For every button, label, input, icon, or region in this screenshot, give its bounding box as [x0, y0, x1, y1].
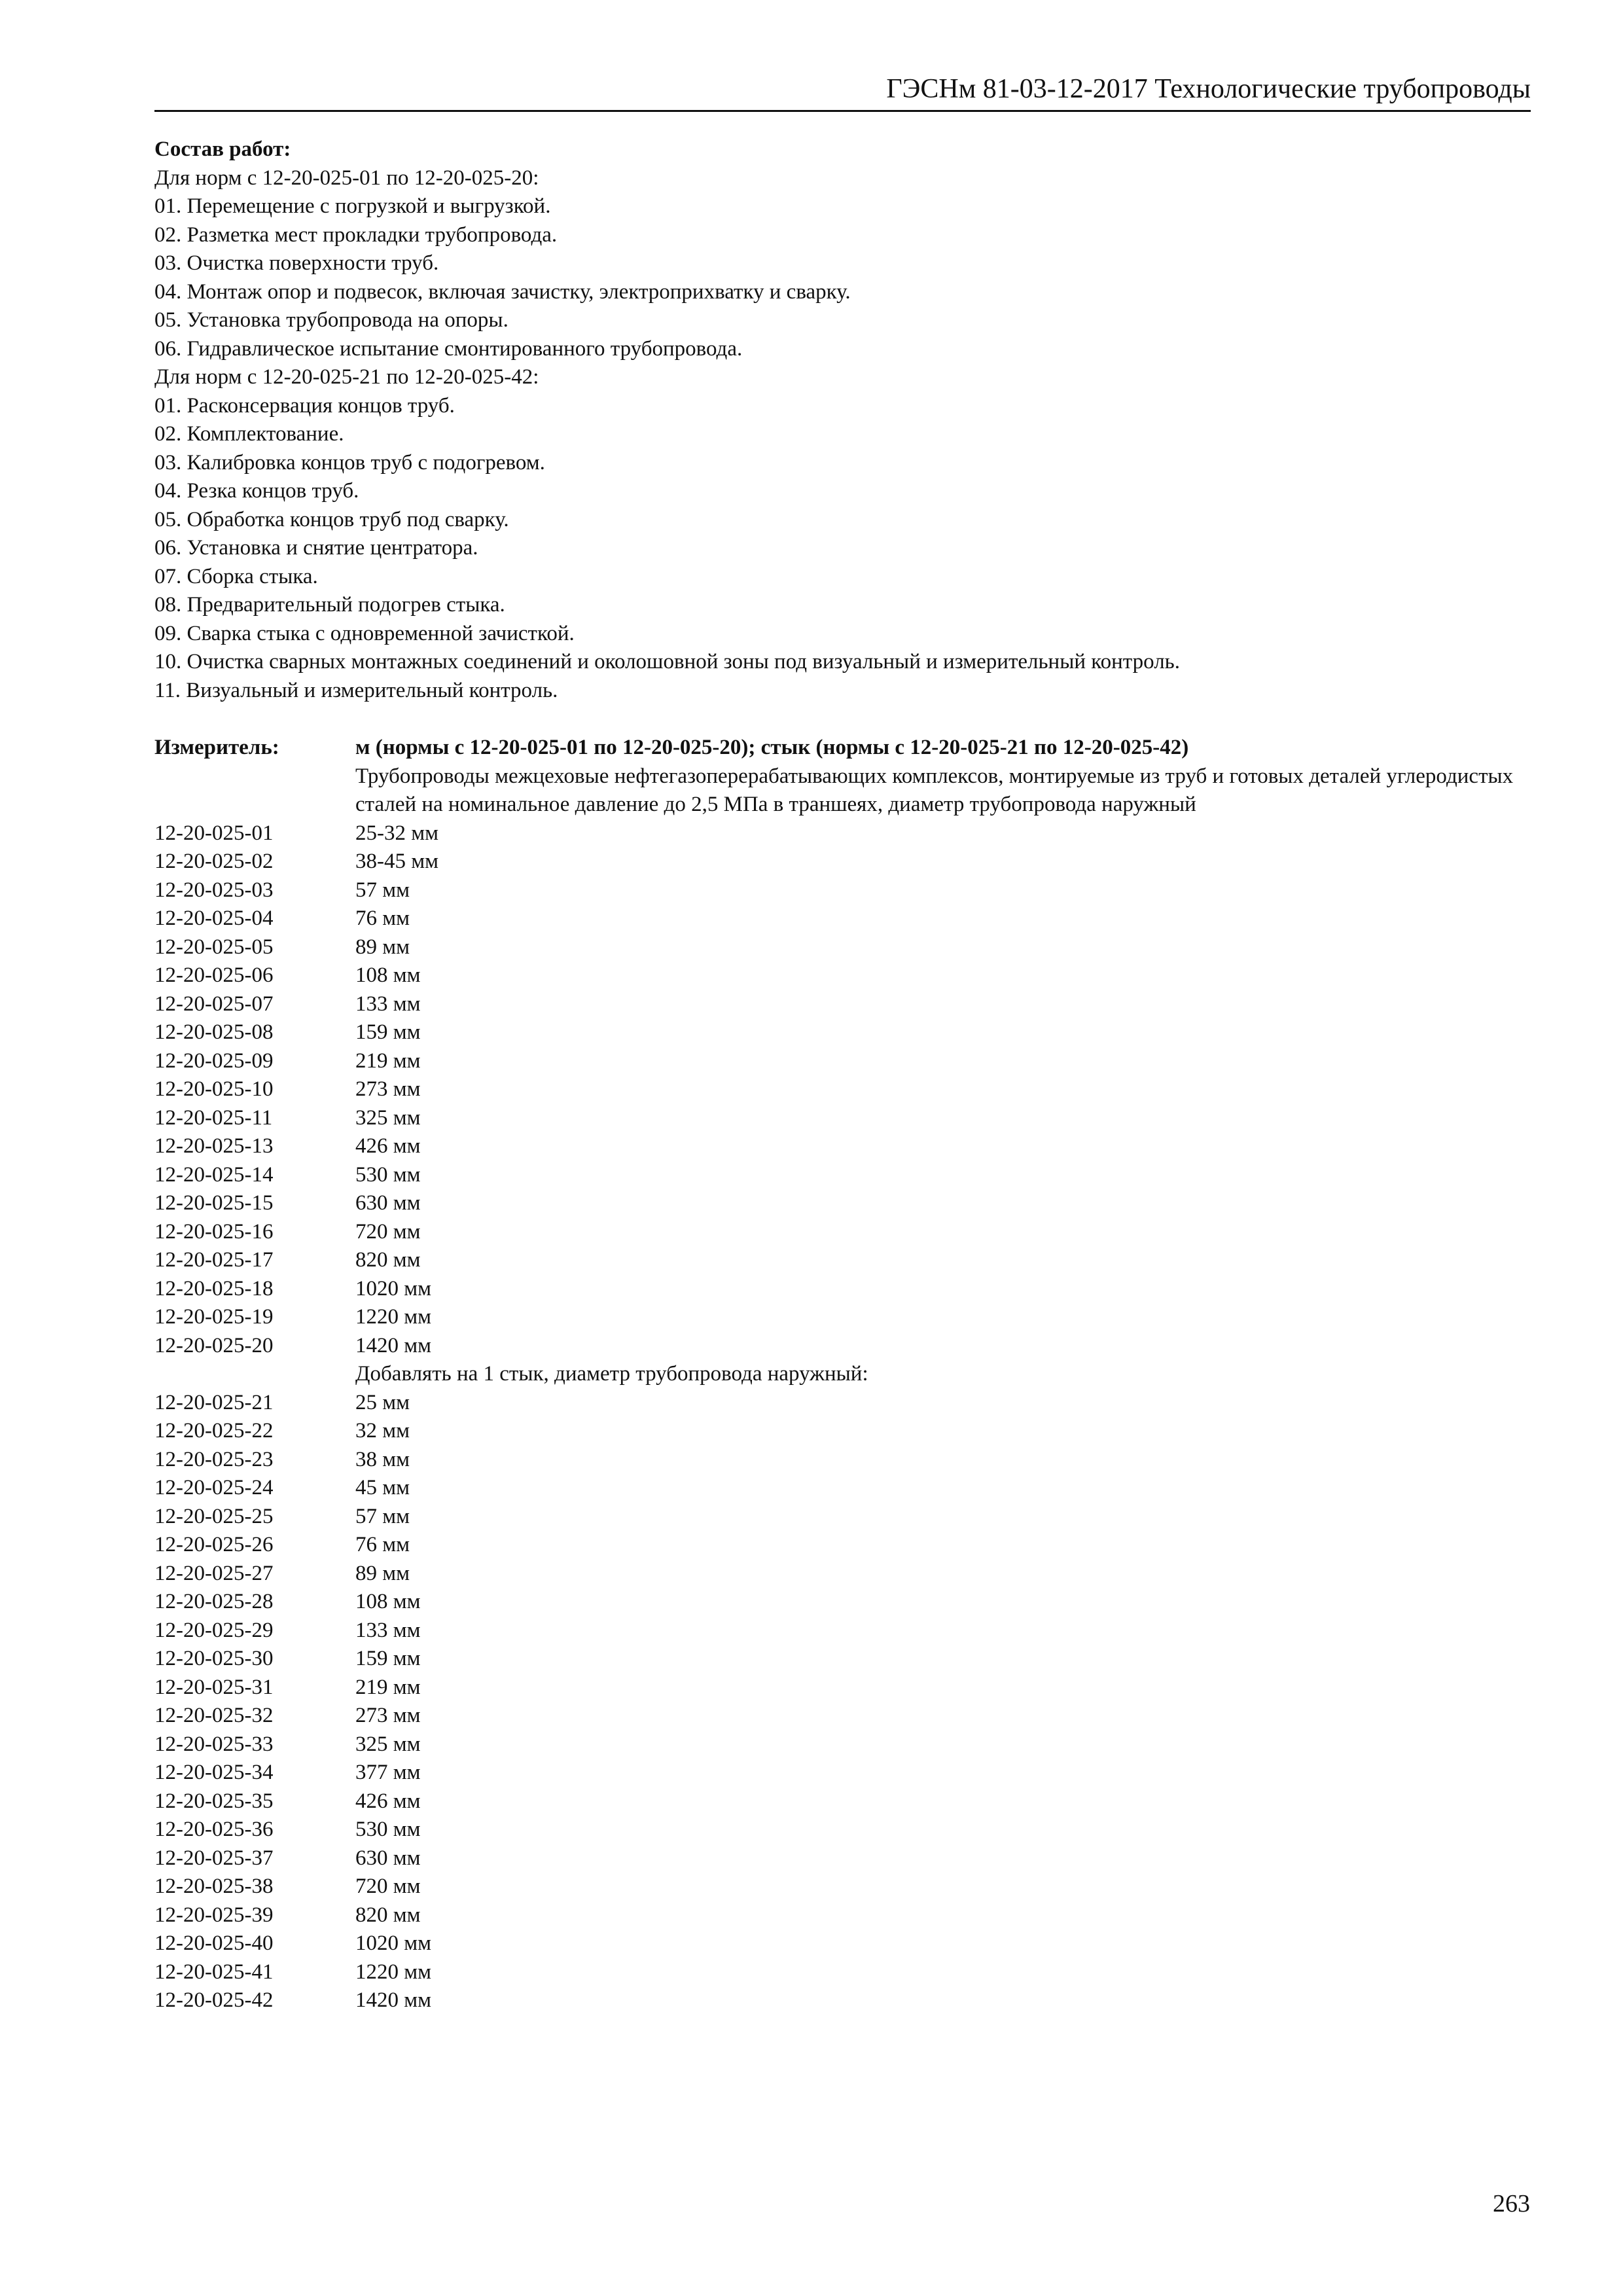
- norm-row: [154, 1958, 1542, 1987]
- norm-code: 12-20-025-11: [154, 1105, 273, 1130]
- work-item: 08. Предварительный подогрев стыка.: [154, 593, 505, 617]
- work-item: 04. Резка концов труб.: [154, 479, 359, 503]
- group1-intro: Для норм с 12-20-025-01 по 12-20-025-20:: [154, 166, 539, 190]
- norm-diameter: 273 мм: [355, 1704, 421, 1727]
- norm-row: [154, 1218, 1542, 1247]
- norm-diameter: 426 мм: [355, 1789, 421, 1813]
- norm-diameter: 25 мм: [355, 1390, 410, 1414]
- norm-diameter: 89 мм: [355, 935, 410, 959]
- norm-diameter: 219 мм: [355, 1049, 421, 1073]
- group1-work-list: [154, 192, 1542, 363]
- norm-diameter: 76 мм: [355, 906, 410, 930]
- norm-code: 12-20-025-04: [154, 906, 274, 930]
- work-item: 05. Обработка концов труб под сварку.: [154, 507, 509, 531]
- work-item: 04. Монтаж опор и подвесок, включая зачистку, электроприхватку и сварку.: [154, 279, 851, 304]
- norm-diameter: 325 мм: [355, 1105, 421, 1130]
- norm-diameter: 820 мм: [355, 1903, 421, 1927]
- norm-row: [154, 1303, 1542, 1332]
- running-header: [154, 72, 1531, 112]
- norm-code: 12-20-025-40: [154, 1931, 274, 1955]
- norm-diameter: 820 мм: [355, 1248, 421, 1272]
- norm-code: 12-20-025-42: [154, 1988, 274, 2012]
- norm-diameter: 133 мм: [355, 1618, 421, 1642]
- norm-code: 12-20-025-17: [154, 1248, 274, 1272]
- norm-code: 12-20-025-20: [154, 1333, 274, 1357]
- norm-diameter: 32 мм: [355, 1419, 410, 1443]
- norm-row: [154, 990, 1542, 1019]
- norm-code: 12-20-025-27: [154, 1561, 274, 1585]
- norm-diameter: 57 мм: [355, 878, 410, 902]
- document-body: [154, 135, 1542, 2015]
- norm-diameter: 38-45 мм: [355, 850, 439, 873]
- norm-code: 12-20-025-06: [154, 963, 274, 987]
- norm-code: 12-20-025-30: [154, 1647, 274, 1670]
- norm-code: 12-20-025-28: [154, 1590, 274, 1613]
- norm-row: [154, 1246, 1542, 1275]
- meter-description-row: [154, 762, 1542, 819]
- work-item: 07. Сборка стыка.: [154, 564, 318, 588]
- norm-diameter: 76 мм: [355, 1533, 410, 1556]
- norm-code: 12-20-025-32: [154, 1704, 274, 1727]
- norm-diameter: 38 мм: [355, 1447, 410, 1471]
- norm-code: 12-20-025-03: [154, 878, 274, 902]
- norm-row: [154, 1446, 1542, 1475]
- norm-row: [154, 1189, 1542, 1218]
- work-item: 09. Сварка стыка с одновременной зачисткой.: [154, 621, 575, 645]
- norm-diameter: 57 мм: [355, 1504, 410, 1528]
- norm-code: 12-20-025-16: [154, 1219, 274, 1244]
- norm-code: 12-20-025-36: [154, 1818, 274, 1841]
- norm-code: 12-20-025-13: [154, 1134, 274, 1158]
- norm-row: [154, 961, 1542, 990]
- norm-row: [154, 1389, 1542, 1418]
- composition-heading: Состав работ:: [154, 137, 291, 161]
- norm-row: [154, 1531, 1542, 1560]
- norm-diameter: 1020 мм: [355, 1931, 432, 1955]
- norm-code: 12-20-025-07: [154, 992, 274, 1016]
- add-note-row: [154, 1360, 1542, 1389]
- norm-row: [154, 1474, 1542, 1503]
- meter-description: Трубопроводы межцеховые нефтегазоперерабатывающих комплексов, монтируемые из труб и готовых деталей углеродистых сталей на номинальное давление до 2,5 МПа в траншеях, диаметр трубопровода наружный: [355, 764, 1514, 816]
- add-note: Добавлять на 1 стык, диаметр трубопровода наружный:: [355, 1362, 868, 1386]
- norm-diameter: 1020 мм: [355, 1276, 432, 1300]
- work-item: 02. Комплектование.: [154, 422, 344, 446]
- norm-code: 12-20-025-25: [154, 1504, 274, 1528]
- work-item: 03. Очистка поверхности труб.: [154, 251, 439, 275]
- work-item: 11. Визуальный и измерительный контроль.: [154, 678, 558, 702]
- norm-diameter: 426 мм: [355, 1134, 421, 1158]
- work-item: 02. Разметка мест прокладки трубопровода.: [154, 223, 558, 247]
- norm-diameter: 630 мм: [355, 1846, 421, 1870]
- norm-code: 12-20-025-05: [154, 935, 274, 959]
- norm-diameter: 325 мм: [355, 1732, 421, 1756]
- norm-diameter: 377 мм: [355, 1761, 421, 1784]
- norm-row: [154, 933, 1542, 962]
- norm-diameter: 720 мм: [355, 1874, 421, 1898]
- norm-diameter: 1220 мм: [355, 1305, 432, 1329]
- norm-diameter: 159 мм: [355, 1020, 421, 1044]
- norm-row: [154, 1132, 1542, 1161]
- norm-code: 12-20-025-08: [154, 1020, 274, 1044]
- meter-value: м (нормы с 12-20-025-01 по 12-20-025-20); стык (нормы с 12-20-025-21 по 12-20-025-42): [355, 736, 1189, 759]
- norm-row: [154, 1161, 1542, 1190]
- norm-code: 12-20-025-15: [154, 1191, 274, 1215]
- norm-row: [154, 1759, 1542, 1787]
- norm-row: [154, 1645, 1542, 1674]
- norm-code: 12-20-025-35: [154, 1789, 274, 1813]
- norms-table-pipes: [154, 819, 1542, 1361]
- norm-row: [154, 905, 1542, 933]
- norm-row: [154, 1873, 1542, 1901]
- norm-row: [154, 1617, 1542, 1645]
- norm-diameter: 273 мм: [355, 1077, 421, 1101]
- norm-diameter: 1420 мм: [355, 1333, 432, 1357]
- norm-diameter: 108 мм: [355, 963, 421, 987]
- norm-code: 12-20-025-01: [154, 821, 274, 845]
- norm-code: 12-20-025-37: [154, 1846, 274, 1870]
- norm-row: [154, 1104, 1542, 1133]
- work-item: 01. Расконсервация концов труб.: [154, 393, 455, 418]
- norm-code: 12-20-025-34: [154, 1761, 274, 1784]
- norm-code: 12-20-025-29: [154, 1618, 274, 1642]
- norm-diameter: 159 мм: [355, 1647, 421, 1670]
- norm-code: 12-20-025-14: [154, 1162, 274, 1187]
- norm-diameter: 1420 мм: [355, 1988, 432, 2012]
- header-title: ГЭСНм 81-03-12-2017 Технологические трубопроводы: [886, 74, 1531, 104]
- work-item: 05. Установка трубопровода на опоры.: [154, 308, 508, 332]
- norm-row: [154, 1986, 1542, 2015]
- norm-diameter: 89 мм: [355, 1561, 410, 1585]
- norm-code: 12-20-025-41: [154, 1960, 274, 1984]
- norm-code: 12-20-025-23: [154, 1447, 274, 1471]
- norm-code: 12-20-025-39: [154, 1903, 274, 1927]
- norm-diameter: 219 мм: [355, 1675, 421, 1699]
- meter-section: [154, 734, 1542, 819]
- norm-code: 12-20-025-31: [154, 1675, 274, 1699]
- norm-code: 12-20-025-19: [154, 1305, 274, 1329]
- norm-code: 12-20-025-21: [154, 1390, 274, 1414]
- norm-row: [154, 848, 1542, 876]
- norm-row: [154, 1816, 1542, 1844]
- norm-code: 12-20-025-10: [154, 1077, 274, 1101]
- norm-code: 12-20-025-22: [154, 1419, 274, 1443]
- page-number: 263: [1493, 2190, 1530, 2217]
- norm-row: [154, 1275, 1542, 1304]
- norm-row: [154, 1588, 1542, 1617]
- norm-diameter: 720 мм: [355, 1219, 421, 1244]
- meter-label: Измеритель:: [154, 736, 279, 759]
- norm-code: 12-20-025-38: [154, 1874, 274, 1898]
- norm-row: [154, 1929, 1542, 1958]
- work-item: 06. Гидравлическое испытание смонтированного трубопровода.: [154, 336, 743, 361]
- norm-row: [154, 1901, 1542, 1930]
- norm-row: [154, 1018, 1542, 1047]
- meter-row: [154, 734, 1542, 762]
- norm-code: 12-20-025-24: [154, 1476, 274, 1499]
- norm-diameter: 530 мм: [355, 1818, 421, 1841]
- norms-table-joints: [154, 1389, 1542, 2015]
- norm-diameter: 1220 мм: [355, 1960, 432, 1984]
- norm-row: [154, 876, 1542, 905]
- norm-code: 12-20-025-09: [154, 1049, 274, 1073]
- norm-diameter: 45 мм: [355, 1476, 410, 1499]
- work-item: 01. Перемещение с погрузкой и выгрузкой.: [154, 194, 551, 218]
- norm-row: [154, 1047, 1542, 1076]
- norm-code: 12-20-025-18: [154, 1276, 274, 1300]
- norm-diameter: 25-32 мм: [355, 821, 439, 845]
- norm-row: [154, 1844, 1542, 1873]
- norm-diameter: 530 мм: [355, 1162, 421, 1187]
- norm-row: [154, 1731, 1542, 1759]
- norm-code: 12-20-025-02: [154, 850, 274, 873]
- norm-row: [154, 1417, 1542, 1446]
- work-item: 06. Установка и снятие центратора.: [154, 536, 478, 560]
- work-item: 10. Очистка сварных монтажных соединений и околошовной зоны под визуальный и измерительный контроль.: [154, 650, 1180, 673]
- norm-diameter: 630 мм: [355, 1191, 421, 1215]
- norm-diameter: 133 мм: [355, 992, 421, 1016]
- group2-work-list: [154, 392, 1542, 706]
- group2-intro: Для норм с 12-20-025-21 по 12-20-025-42:: [154, 365, 539, 389]
- norm-row: [154, 1787, 1542, 1816]
- norm-code: 12-20-025-26: [154, 1533, 274, 1556]
- norm-row: [154, 1560, 1542, 1588]
- norm-row: [154, 1702, 1542, 1731]
- norm-row: [154, 1503, 1542, 1532]
- work-item: 03. Калибровка концов труб с подогревом.: [154, 450, 545, 475]
- norm-row: [154, 1674, 1542, 1702]
- norm-diameter: 108 мм: [355, 1590, 421, 1613]
- norm-row: [154, 819, 1542, 848]
- norm-code: 12-20-025-33: [154, 1732, 274, 1756]
- norm-row: [154, 1075, 1542, 1104]
- norm-row: [154, 1332, 1542, 1361]
